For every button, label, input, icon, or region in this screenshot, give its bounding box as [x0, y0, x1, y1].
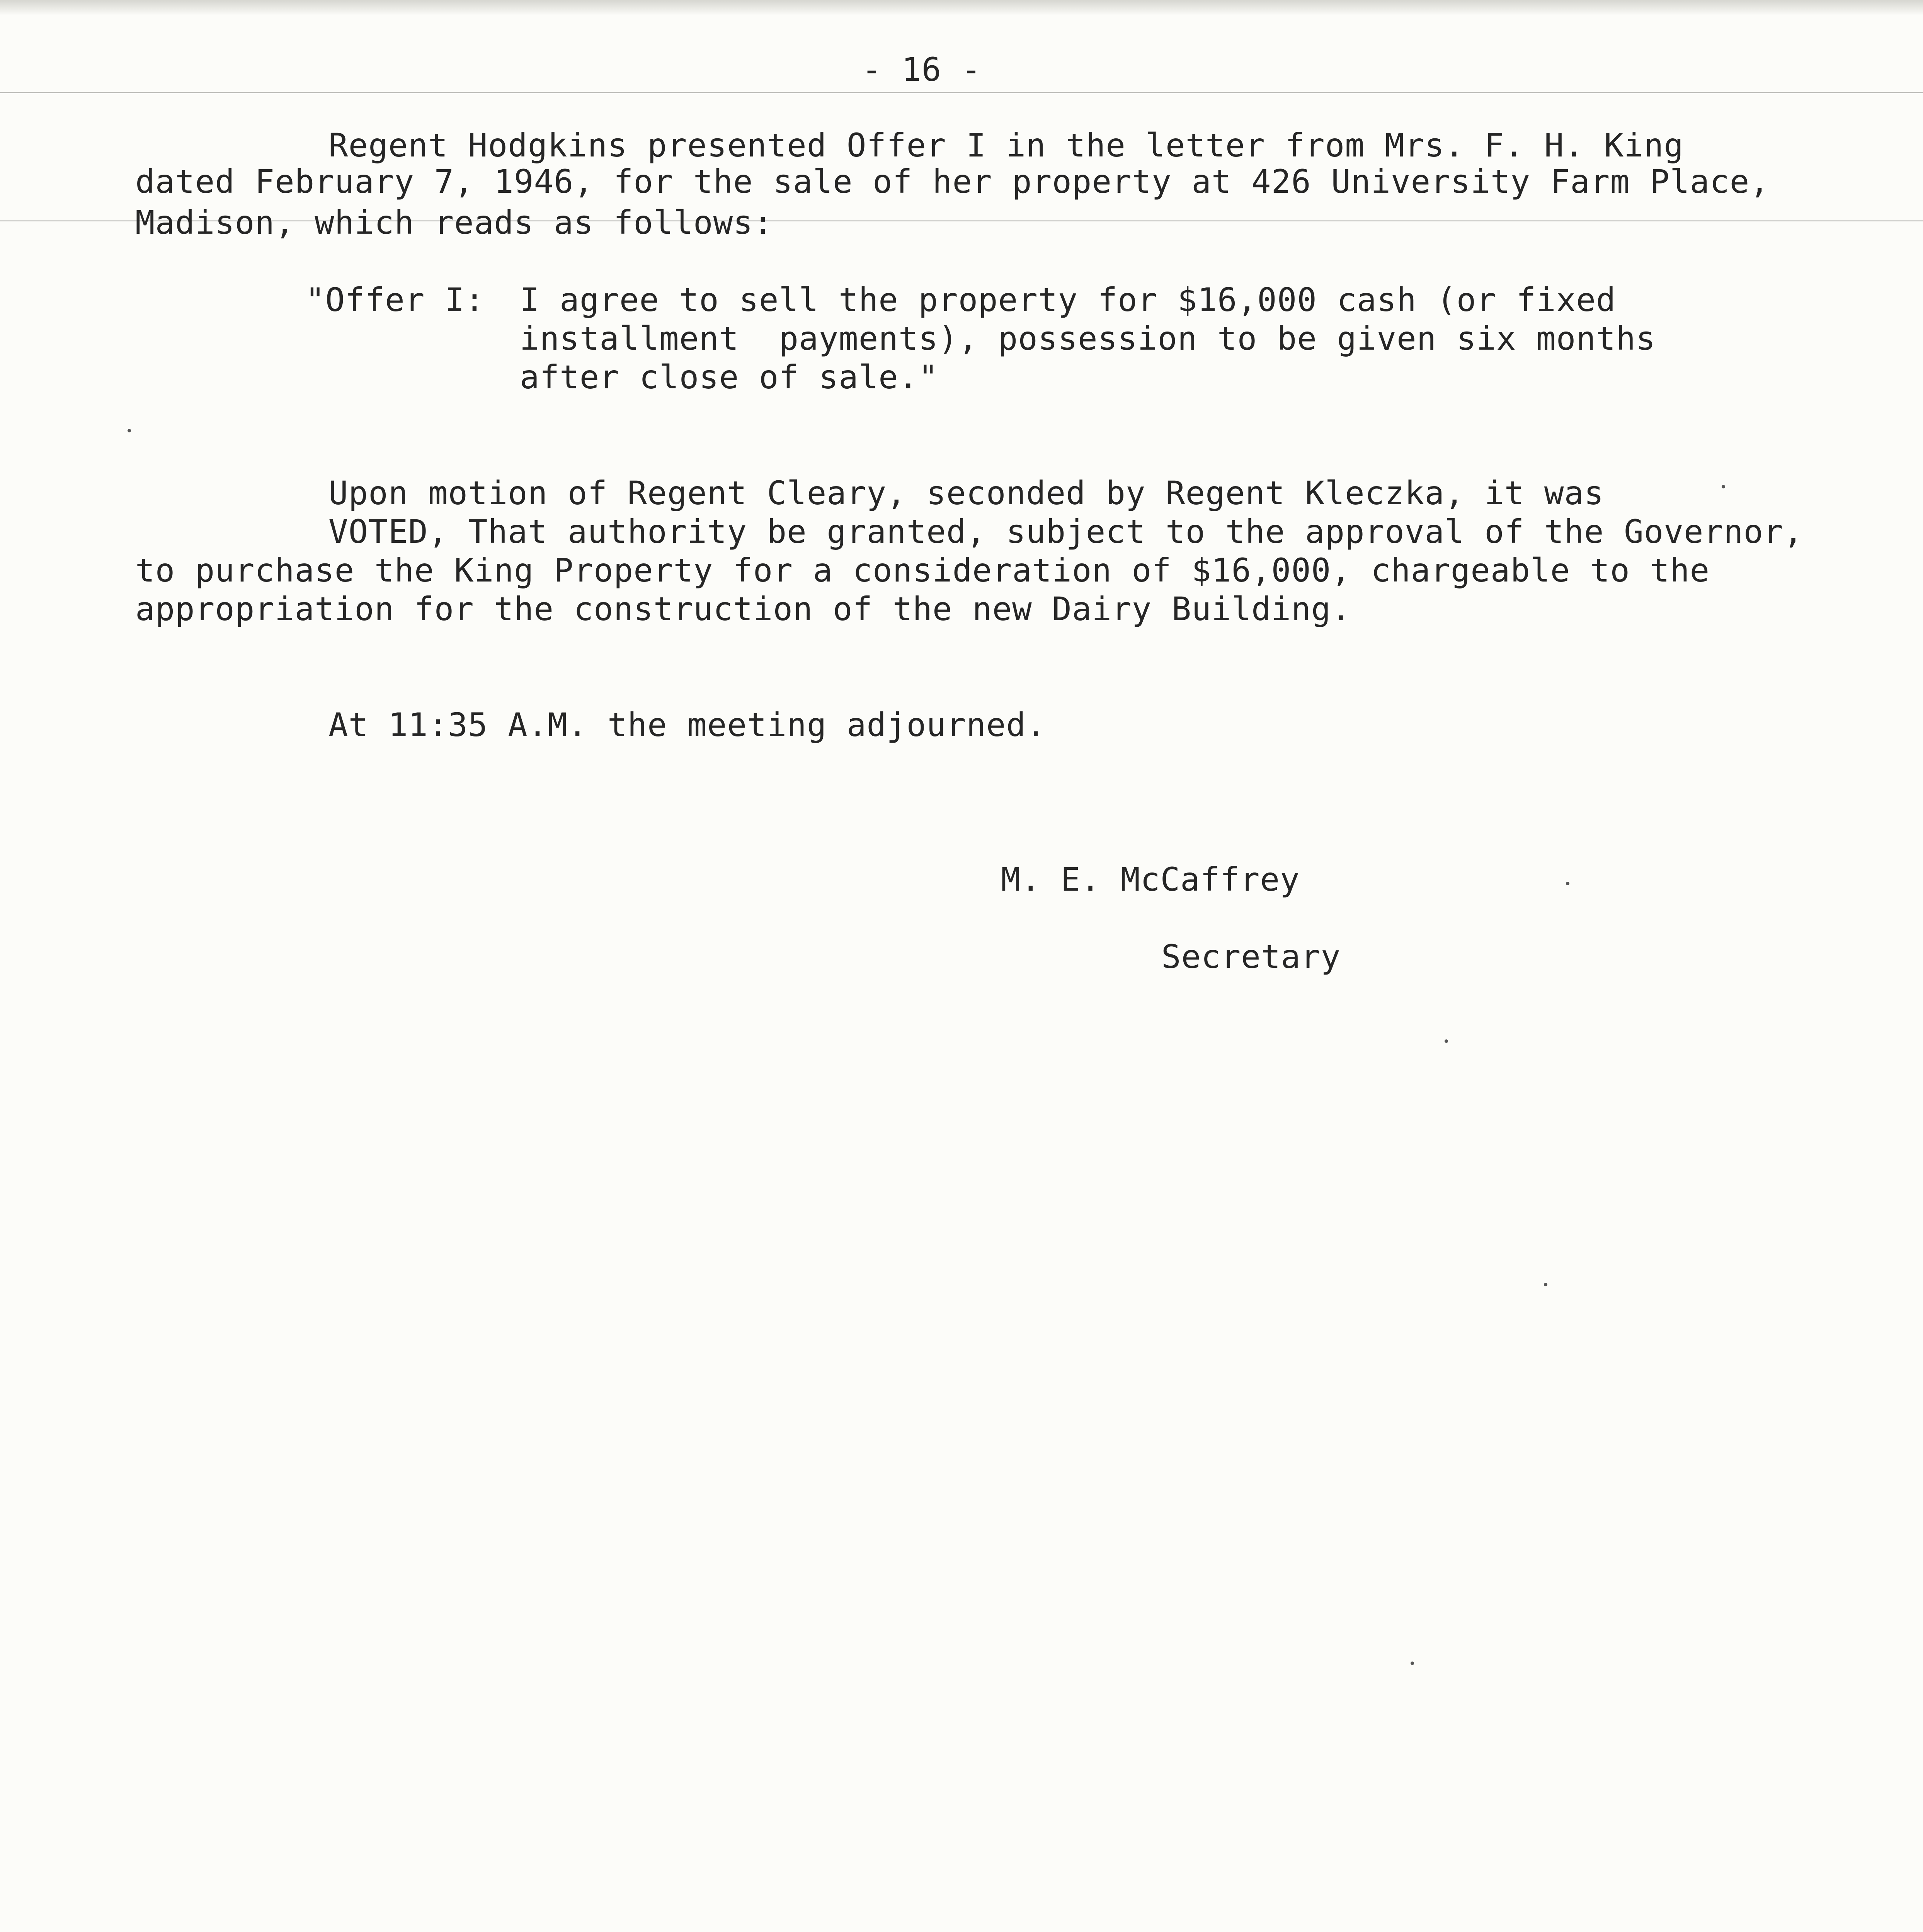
signature-title: Secretary: [1161, 938, 1341, 976]
scan-speck: [1411, 1662, 1414, 1665]
paragraph-1-line-2: dated February 7, 1946, for the sale of her property at 426 University Farm Place,: [135, 163, 1770, 201]
scan-speck: [1566, 882, 1569, 885]
adjournment-line: At 11:35 A.M. the meeting adjourned.: [328, 706, 1046, 744]
signature-name: M. E. McCaffrey: [1001, 861, 1300, 898]
offer-line-2: installment payments), possession to be given six months: [520, 320, 1656, 357]
offer-line-3: after close of sale.": [520, 358, 939, 396]
top-rule: [0, 92, 1923, 93]
paragraph-1-line-1: Regent Hodgkins presented Offer I in the letter from Mrs. F. H. King: [328, 126, 1684, 164]
scan-speck: [128, 429, 131, 432]
paragraph-2-line-3: to purchase the King Property for a consideration of $16,000, chargeable to the: [135, 551, 1710, 589]
paragraph-1-line-3: Madison, which reads as follows:: [135, 204, 773, 242]
offer-line-1: I agree to sell the property for $16,000 cash (or fixed: [520, 281, 1616, 319]
offer-label: "Offer I:: [305, 281, 485, 319]
paragraph-2-line-4: appropriation for the construction of the new Dairy Building.: [135, 590, 1351, 628]
paragraph-2-line-2: VOTED, That authority be granted, subject to the approval of the Governor,: [328, 513, 1804, 551]
scan-speck: [1445, 1039, 1448, 1043]
page-number: - 16 -: [862, 51, 982, 88]
scan-speck: [1722, 485, 1725, 488]
scan-edge-shadow: [0, 0, 1923, 15]
paragraph-2-line-1: Upon motion of Regent Cleary, seconded by Regent Kleczka, it was: [328, 474, 1604, 512]
scan-speck: [1544, 1283, 1547, 1286]
